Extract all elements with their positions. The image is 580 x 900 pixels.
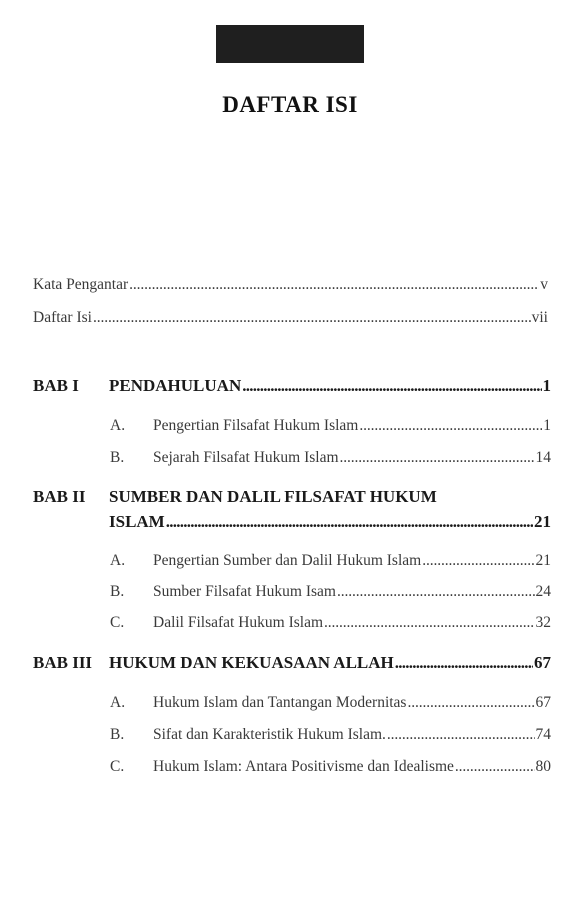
leader-dots [337, 583, 535, 601]
leader-dots [93, 309, 531, 327]
section-title: Hukum Islam dan Tantangan Modernitas [153, 694, 407, 711]
section-page: 80 [535, 758, 551, 775]
chapter-number: BAB I [33, 376, 79, 395]
chapter-page: 1 [542, 376, 551, 395]
leader-dots [324, 614, 534, 632]
chapter-title: SUMBER DAN DALIL FILSAFAT HUKUM [109, 487, 437, 506]
toc-section-entry[interactable] [110, 614, 551, 632]
chapter-number: BAB II [33, 487, 86, 506]
leader-dots [340, 449, 535, 467]
section-title: Pengertian Sumber dan Dalil Hukum Islam [153, 552, 422, 569]
section-letter: C. [110, 614, 125, 631]
section-letter: A. [110, 552, 126, 569]
leader-dots [242, 376, 541, 396]
toc-section-entry[interactable] [110, 726, 551, 744]
toc-entry-kata-pengantar[interactable] [33, 276, 548, 294]
leader-dots [407, 694, 534, 712]
chapter-number: BAB III [33, 653, 93, 672]
section-page: 1 [543, 417, 551, 434]
section-page: 74 [535, 726, 551, 743]
leader-dots [395, 653, 533, 673]
chapter-title: HUKUM DAN KEKUASAAN ALLAH [109, 653, 394, 672]
chapter-heading-bab-3[interactable] [33, 653, 551, 673]
section-title: Hukum Islam: Antara Positivisme dan Idealisme [153, 758, 454, 775]
header-block [216, 25, 364, 63]
chapter-title-line2: ISLAM [109, 512, 165, 531]
toc-entry-page: v [540, 276, 548, 293]
toc-section-entry[interactable] [110, 583, 551, 601]
leader-dots [455, 758, 535, 776]
toc-section-entry[interactable] [110, 417, 551, 435]
section-title: Pengertian Filsafat Hukum Islam [153, 417, 359, 434]
section-letter: B. [110, 583, 125, 600]
toc-entry-daftar-isi[interactable] [33, 309, 548, 327]
section-letter: A. [110, 694, 126, 711]
section-title: Sumber Filsafat Hukum Isam [153, 583, 336, 600]
section-letter: A. [110, 417, 126, 434]
chapter-heading-bab-2-continued[interactable] [109, 512, 551, 532]
section-page: 67 [535, 694, 551, 711]
toc-section-entry[interactable] [110, 694, 551, 712]
leader-dots [359, 417, 542, 435]
section-page: 24 [535, 583, 551, 600]
section-title: Sejarah Filsafat Hukum Islam [153, 449, 339, 466]
chapter-heading-bab-2[interactable] [33, 487, 551, 507]
section-page: 14 [535, 449, 551, 466]
toc-section-entry[interactable] [110, 449, 551, 467]
leader-dots [129, 276, 539, 294]
leader-dots [387, 726, 535, 744]
toc-section-entry[interactable] [110, 552, 551, 570]
section-title: Sifat dan Karakteristik Hukum Islam. [153, 726, 386, 743]
section-letter: B. [110, 726, 125, 743]
section-page: 32 [535, 614, 551, 631]
leader-dots [422, 552, 534, 570]
toc-entry-label: Kata Pengantar [33, 276, 129, 293]
chapter-page: 67 [534, 653, 551, 672]
page-title: DAFTAR ISI [222, 92, 358, 117]
section-letter: B. [110, 449, 125, 466]
toc-entry-label: Daftar Isi [33, 309, 92, 326]
section-page: 21 [535, 552, 551, 569]
chapter-page: 21 [534, 512, 551, 531]
section-title: Dalil Filsafat Hukum Islam [153, 614, 324, 631]
toc-section-entry[interactable] [110, 758, 551, 776]
chapter-title: PENDAHULUAN [109, 376, 242, 395]
leader-dots [166, 512, 533, 532]
section-letter: C. [110, 758, 125, 775]
chapter-heading-bab-1[interactable] [33, 376, 551, 396]
toc-entry-page: vii [531, 309, 548, 326]
